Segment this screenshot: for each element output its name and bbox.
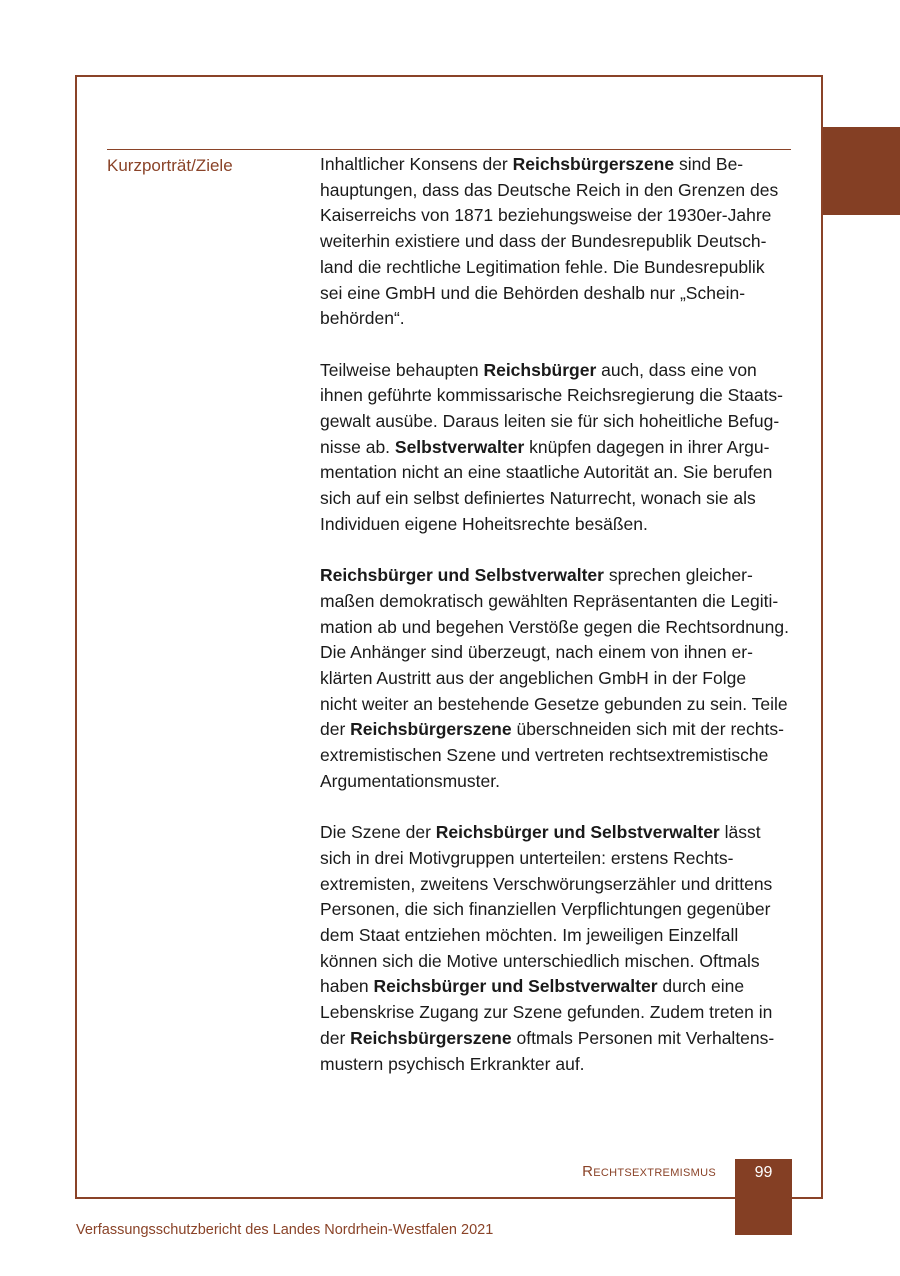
text-run: dem Staat entziehen möchten. Im jeweiligen Einzelfall (320, 925, 739, 946)
text-run: sprechen gleicher- (603, 565, 753, 586)
text-line (320, 692, 796, 718)
text-run: Lebenskrise Zugang zur Szene gefunden. Zudem treten in (320, 1002, 773, 1023)
text-line (320, 743, 796, 769)
text-line (320, 974, 796, 1000)
bold-term: Selbstverwalter (394, 436, 525, 457)
text-run: gewalt ausübe. Daraus leiten sie für sich hoheitliche Befug- (320, 411, 780, 432)
body-text (320, 152, 796, 1103)
text-run: können sich die Motive unterschiedlich mischen. Oftmals (320, 950, 760, 971)
text-run: mentation nicht an eine staatliche Autorität an. Sie berufen (320, 462, 773, 483)
text-run: Teilweise behaupten (320, 359, 484, 380)
text-run: der (320, 719, 351, 740)
text-run: der (320, 1027, 351, 1048)
text-line (320, 846, 796, 872)
body-paragraph (320, 563, 796, 794)
text-run: Inhaltlicher Konsens der (320, 154, 513, 174)
bold-term: Reichsbürgerszene (350, 1027, 512, 1048)
text-line (320, 178, 796, 204)
text-line (320, 563, 796, 589)
page-number-box (735, 1159, 792, 1235)
text-run: knüpfen dagegen in ihrer Argu- (524, 436, 770, 457)
text-run: Die Anhänger sind überzeugt, nach einem von ihnen er- (320, 642, 753, 663)
text-run: Die Szene der (320, 822, 436, 843)
text-line (320, 255, 796, 281)
bold-term: Reichsbürgerszene (350, 719, 512, 740)
text-line (320, 820, 796, 846)
text-line (320, 1052, 796, 1078)
text-run: oftmals Personen mit Verhaltens- (511, 1027, 775, 1048)
text-line (320, 203, 796, 229)
text-line (320, 306, 796, 332)
text-line (320, 358, 796, 384)
section-label: Kurzporträt/Ziele (107, 156, 233, 175)
text-run: lässt (719, 822, 761, 843)
text-run: nisse ab. (320, 436, 395, 457)
page-number: 99 (754, 1164, 773, 1181)
body-paragraph (320, 820, 796, 1077)
text-run: Kaiserreichs von 1871 beziehungsweise der 1930er-Jahre (320, 205, 772, 226)
section-rule (107, 149, 791, 150)
text-run: land die rechtliche Legitimation fehle. Die Bundesrepublik (320, 256, 765, 277)
body-paragraph (320, 358, 796, 538)
text-line (320, 717, 796, 743)
bold-term: Reichsbürgerszene (512, 154, 675, 174)
text-run: sich auf ein selbst definiertes Naturrecht, wonach sie als (320, 488, 756, 509)
text-line (320, 1026, 796, 1052)
text-run: sind Be- (674, 154, 744, 174)
text-run: ihnen geführte kommissarische Reichsregierung die Staats- (320, 385, 784, 406)
text-run: haben (320, 976, 374, 997)
text-line (320, 383, 796, 409)
body-paragraph (320, 152, 796, 332)
text-line (320, 409, 796, 435)
text-line (320, 872, 796, 898)
text-line (320, 923, 796, 949)
text-line (320, 666, 796, 692)
text-line (320, 281, 796, 307)
text-line (320, 229, 796, 255)
text-line (320, 897, 796, 923)
text-run: hauptungen, dass das Deutsche Reich in den Grenzen des (320, 179, 779, 200)
text-run: auch, dass eine von (596, 359, 757, 380)
text-run: extremisten, zweitens Verschwörungserzähler und drittens (320, 873, 773, 894)
text-line (320, 152, 796, 178)
text-line (320, 949, 796, 975)
text-run: behörden“. (320, 308, 405, 329)
bold-term: Reichsbürger und Selbstverwalter (435, 822, 720, 843)
text-line (320, 1000, 796, 1026)
text-line (320, 435, 796, 461)
text-line (320, 615, 796, 641)
text-run: nicht weiter an bestehende Gesetze gebunden zu sein. Teile (320, 693, 788, 714)
bold-term: Reichsbürger (483, 359, 597, 380)
text-run: sich in drei Motivgruppen unterteilen: erstens Rechts- (320, 847, 734, 868)
text-run: mation ab und begehen Verstöße gegen die Rechtsordnung. (320, 616, 789, 637)
text-run: Personen, die sich finanziellen Verpflichtungen gegenüber (320, 899, 771, 920)
text-run: überschneiden sich mit der rechts- (511, 719, 784, 740)
text-run: extremistischen Szene und vertreten rechtsextremistische (320, 745, 769, 766)
text-line (320, 486, 796, 512)
text-run: weiterhin existiere und dass der Bundesrepublik Deutsch- (320, 231, 767, 252)
footer-text: Verfassungsschutzbericht des Landes Nordrhein-Westfalen 2021 (76, 1222, 494, 1238)
running-section-name: Rechtsextremismus (582, 1163, 716, 1180)
text-run: maßen demokratisch gewählten Repräsentanten die Legiti- (320, 590, 779, 611)
text-run: klärten Austritt aus der angeblichen GmbH in der Folge (320, 668, 747, 689)
bold-term: Reichsbürger und Selbstverwalter (320, 565, 604, 586)
text-line (320, 769, 796, 795)
text-run: sei eine GmbH und die Behörden deshalb nur „Schein- (320, 282, 746, 303)
chapter-side-tab (823, 127, 900, 215)
text-run: Argumentationsmuster. (320, 770, 500, 791)
text-line (320, 640, 796, 666)
text-run: mustern psychisch Erkrankter auf. (320, 1053, 585, 1074)
text-line (320, 512, 796, 538)
text-line (320, 589, 796, 615)
text-run: Individuen eigene Hoheitsrechte besäßen. (320, 513, 648, 534)
text-run: durch eine (657, 976, 745, 997)
text-line (320, 460, 796, 486)
bold-term: Reichsbürger und Selbstverwalter (373, 976, 658, 997)
